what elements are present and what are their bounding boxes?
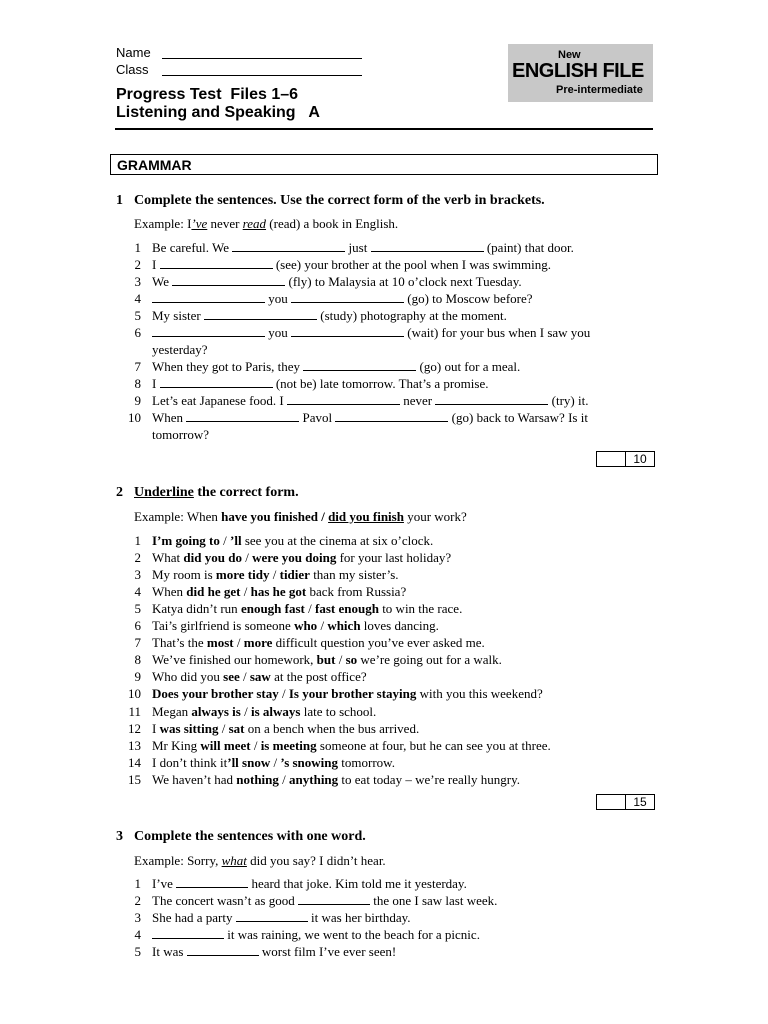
q1-instruction: Complete the sentences. Use the correct form of the verb in brackets. [134, 193, 545, 208]
answer-blank[interactable] [176, 876, 248, 888]
item-number: 4 [134, 927, 141, 942]
item-number: 9 [134, 669, 141, 685]
item-text [152, 910, 411, 926]
answer-blank[interactable] [204, 308, 317, 320]
text-run: back from Russia? [306, 584, 407, 600]
name-field[interactable] [162, 58, 362, 59]
item-text [152, 927, 480, 943]
item-number: 1 [134, 240, 141, 255]
item-text [152, 359, 520, 375]
text-run: someone at four, but he can see you at three. [316, 737, 551, 753]
item-text-part: it was her birthday. [307, 910, 411, 925]
item-text [152, 893, 497, 909]
text-run: Tai’s girlfriend is someone [152, 618, 295, 634]
item-number: 12 [128, 720, 141, 736]
logo-title: ENGLISH FILE [512, 60, 644, 82]
option-choice[interactable]: more [243, 635, 273, 651]
text-run: / [218, 720, 229, 736]
item-number: 2 [134, 550, 141, 566]
text-run: We haven’t had [152, 771, 237, 787]
item-text-part: (go) back to Warsaw? Is it [448, 410, 588, 425]
text-run: have you finished [221, 509, 318, 524]
option-choice[interactable]: I’m going to [152, 533, 220, 548]
option-choice[interactable]: will meet [200, 737, 251, 753]
text-run: late to school. [300, 703, 377, 719]
option-choice[interactable]: saw [249, 669, 271, 685]
text-run: tomorrow. [338, 754, 395, 770]
option-choice[interactable]: fast enough [315, 601, 379, 617]
item-text [152, 686, 543, 702]
text-run: / [250, 737, 261, 753]
item-text-part: (go) to Moscow before? [404, 291, 533, 306]
text-run: for your last holiday? [336, 550, 452, 566]
item-text [152, 876, 467, 892]
item-text-part: I’ve [152, 876, 177, 891]
option-choice[interactable]: more tidy [215, 567, 270, 583]
q3-example: Example: Sorry, what did you say? I didn’t hear. [134, 853, 386, 868]
item-text-part: heard that joke. Kim told me it yesterday. [248, 876, 467, 891]
item-text [152, 274, 522, 290]
text-run: / [233, 635, 244, 651]
text-run: did you finish [328, 509, 404, 524]
q3-instruction: Complete the sentences with one word. [134, 829, 366, 844]
text-run: see you at the cinema at six o’clock. [241, 533, 434, 548]
item-text [152, 393, 588, 409]
item-text-part: It was [152, 944, 187, 959]
item-number: 14 [128, 754, 141, 770]
example-answer: read [242, 216, 267, 231]
text-run: Katya didn’t run [152, 601, 241, 617]
item-text [152, 291, 533, 307]
logo-subtitle: Pre-intermediate [556, 84, 643, 96]
option-choice[interactable]: who [294, 618, 318, 634]
item-text [152, 550, 451, 566]
item-text [152, 669, 367, 685]
item-number: 1 [134, 876, 141, 891]
item-text-part: (see) your brother at the pool when I was swimming. [272, 257, 551, 272]
q1-number: 1 [116, 193, 123, 208]
text-run: I [152, 720, 160, 736]
option-choice[interactable]: is always [250, 703, 301, 719]
text-run: / [317, 618, 328, 634]
item-number: 10 [128, 686, 141, 702]
item-text-part: never [400, 393, 436, 408]
item-text-part: worst film I’ve ever seen! [258, 944, 397, 959]
text-run: / [240, 584, 251, 600]
text-run: What [152, 550, 184, 566]
option-choice[interactable]: has he got [250, 584, 307, 600]
text-run: to win the race. [378, 601, 463, 617]
option-choice[interactable]: so [345, 652, 358, 668]
answer-blank[interactable] [172, 274, 285, 286]
q3-number: 3 [116, 829, 123, 844]
item-text-part: it was raining, we went to the beach for a picnic. [224, 927, 480, 942]
item-number: 1 [134, 533, 141, 548]
text-run: / [239, 669, 250, 685]
option-choice[interactable]: anything [289, 771, 339, 787]
score-total: 15 [633, 795, 647, 809]
item-number: 6 [134, 325, 141, 340]
item-text-part: (study) photography at the moment. [317, 308, 507, 323]
example-label: Example: [134, 509, 184, 524]
text-run: / [317, 509, 329, 524]
answer-blank[interactable] [187, 944, 259, 956]
text-run: / [335, 652, 346, 668]
item-number: 5 [134, 601, 141, 617]
text-run: to eat today – we’re really hungry. [338, 771, 520, 787]
item-number: 8 [134, 652, 141, 668]
item-text-part: the one I saw last week. [369, 893, 498, 908]
item-number: 13 [128, 737, 141, 753]
answer-blank[interactable] [287, 393, 400, 405]
option-choice[interactable]: did he get [186, 584, 241, 600]
item-text-part: (wait) for your bus when I saw you [404, 325, 591, 340]
test-subtitle: Listening and Speaking A [116, 104, 320, 121]
item-number: 11 [128, 703, 141, 719]
item-number: 4 [134, 291, 141, 306]
score-entry[interactable] [597, 452, 626, 466]
text-run: / [241, 550, 253, 566]
text-run: we’re going out for a walk. [357, 652, 502, 668]
item-number: 15 [128, 771, 141, 787]
item-text-part: (fly) to Malaysia at 10 o’clock next Tuesday. [285, 274, 522, 289]
option-choice[interactable]: ’s snowing [280, 754, 339, 770]
text-run: / [304, 601, 315, 617]
class-field[interactable] [162, 75, 362, 76]
text-run: I don’t think it [152, 754, 228, 770]
answer-blank[interactable] [335, 410, 448, 422]
text-run: Megan [152, 703, 192, 719]
text-run: / [270, 754, 281, 770]
item-text [152, 721, 419, 737]
item-text [152, 704, 376, 720]
item-text-part: Let’s eat Japanese food. I [152, 393, 288, 408]
item-text [152, 772, 520, 788]
item-text [152, 410, 588, 426]
item-number: 4 [134, 584, 141, 600]
answer-blank[interactable] [303, 359, 416, 371]
item-text [152, 376, 488, 392]
item-text-part: (try) it. [548, 393, 589, 408]
option-choice[interactable]: but [316, 652, 336, 668]
class-label: Class [116, 62, 149, 77]
option-choice[interactable]: ’ll [230, 533, 242, 548]
item-text [152, 618, 439, 634]
item-text-part: The concert wasn’t as good [152, 893, 298, 908]
item-text-part: When they got to Paris, they [152, 359, 304, 374]
q1-score-box [596, 451, 655, 467]
text-run: your work? [403, 509, 467, 524]
answer-blank[interactable] [152, 325, 265, 337]
item-text-part: just [345, 240, 371, 255]
item-text [152, 584, 406, 600]
option-choice[interactable]: see [223, 669, 240, 685]
answer-blank[interactable] [186, 410, 299, 422]
option-choice[interactable]: nothing [236, 771, 279, 787]
answer-blank[interactable] [152, 927, 224, 939]
item-number: 3 [134, 567, 141, 583]
example-answer: ’ve [191, 216, 208, 231]
item-text [152, 652, 502, 668]
text-run: When [152, 584, 187, 600]
option-choice[interactable]: sat [228, 720, 245, 736]
text-run: than my sister’s. [309, 567, 399, 583]
text-run: / [219, 533, 231, 548]
option-choice[interactable]: were you doing [252, 550, 337, 566]
example-label: Example: [134, 853, 184, 868]
item-text [152, 601, 462, 617]
q2-example [134, 509, 467, 525]
item-text [152, 738, 551, 754]
name-label: Name [116, 45, 151, 60]
item-text [152, 755, 395, 771]
item-number: 3 [134, 910, 141, 925]
item-text-part: (go) out for a meal. [416, 359, 521, 374]
item-text-part: I [152, 376, 160, 391]
answer-blank[interactable] [232, 240, 345, 252]
item-text-part: When [152, 410, 187, 425]
item-text [152, 240, 574, 256]
q2-score-box [596, 794, 655, 810]
text-run: at the post office? [270, 669, 367, 685]
text-run: / [278, 686, 289, 702]
item-number: 7 [134, 359, 141, 374]
answer-blank[interactable] [298, 893, 370, 905]
item-text [152, 635, 485, 651]
item-text-part: My sister [152, 308, 204, 323]
item-text-part: you [265, 291, 291, 306]
example-answer: what [221, 853, 247, 868]
item-text-part: (not be) late tomorrow. That’s a promise. [272, 376, 489, 391]
section-title: GRAMMAR [117, 157, 192, 173]
text-run: / [240, 703, 251, 719]
example-label: Example: [134, 216, 184, 231]
answer-blank[interactable] [435, 393, 548, 405]
test-title: Progress Test Files 1–6 [116, 86, 299, 103]
option-choice[interactable]: Does your brother stay [152, 686, 279, 702]
text-run: / [278, 771, 290, 787]
item-text [152, 257, 551, 273]
item-number: 5 [134, 308, 141, 323]
text-run: Who did you [152, 669, 224, 685]
option-choice[interactable]: always is [191, 703, 241, 719]
text-run: When [186, 509, 222, 524]
option-choice[interactable]: was sitting [159, 720, 219, 736]
option-choice[interactable]: most [206, 635, 234, 651]
item-number: 2 [134, 257, 141, 272]
answer-blank[interactable] [236, 910, 308, 922]
option-choice[interactable]: is meeting [260, 737, 317, 753]
text-run: difficult question you’ve ever asked me. [272, 635, 485, 651]
option-choice[interactable]: enough fast [240, 601, 305, 617]
item-text-part: We [152, 274, 173, 289]
score-total: 10 [633, 452, 647, 466]
text-run: Mr King [152, 737, 201, 753]
item-text [152, 533, 433, 549]
option-choice[interactable]: ’ll snow [227, 754, 271, 770]
item-continuation: tomorrow? [152, 427, 210, 442]
english-file-logo [508, 44, 653, 102]
item-number: 5 [134, 944, 141, 959]
text-run: We’ve finished our homework, [152, 652, 317, 668]
item-number: 6 [134, 618, 141, 634]
item-number: 8 [134, 376, 141, 391]
option-choice[interactable]: did you do [183, 550, 242, 566]
item-number: 3 [134, 274, 141, 289]
answer-blank[interactable] [371, 240, 484, 252]
q2-number: 2 [116, 485, 123, 500]
logo-new: New [558, 49, 581, 61]
section-box [110, 154, 658, 175]
item-text-part: you [265, 325, 291, 340]
text-run: / [269, 567, 280, 583]
answer-blank[interactable] [160, 376, 273, 388]
item-number: 10 [128, 410, 141, 425]
answer-blank[interactable] [291, 291, 404, 303]
option-choice[interactable]: which [327, 618, 361, 634]
answer-blank[interactable] [152, 291, 265, 303]
item-text-part: She had a party [152, 910, 236, 925]
item-text-part: Be careful. We [152, 240, 233, 255]
text-run: on a bench when the bus arrived. [244, 720, 420, 736]
text-run: That’s the [152, 635, 207, 651]
text-run: with you this weekend? [416, 686, 543, 702]
answer-blank[interactable] [160, 257, 273, 269]
item-number: 9 [134, 393, 141, 408]
option-choice[interactable]: tidier [279, 567, 310, 583]
item-text [152, 944, 396, 960]
q2-instruction: Underline the correct form. [134, 485, 299, 500]
item-text-part: I [152, 257, 160, 272]
item-text [152, 567, 399, 583]
q1-example: Example: I’ve never read (read) a book in English. [134, 216, 399, 231]
score-entry[interactable] [597, 795, 626, 809]
header-rule [115, 128, 653, 130]
item-text-part: Pavol [299, 410, 336, 425]
item-text [152, 308, 507, 324]
item-number: 7 [134, 635, 141, 651]
option-choice[interactable]: Is your brother staying [288, 686, 417, 702]
item-continuation: yesterday? [152, 342, 208, 357]
text-run: My room is [152, 567, 216, 583]
item-number: 2 [134, 893, 141, 908]
item-text-part: (paint) that door. [483, 240, 574, 255]
item-text [152, 325, 590, 341]
text-run: loves dancing. [360, 618, 439, 634]
answer-blank[interactable] [291, 325, 404, 337]
